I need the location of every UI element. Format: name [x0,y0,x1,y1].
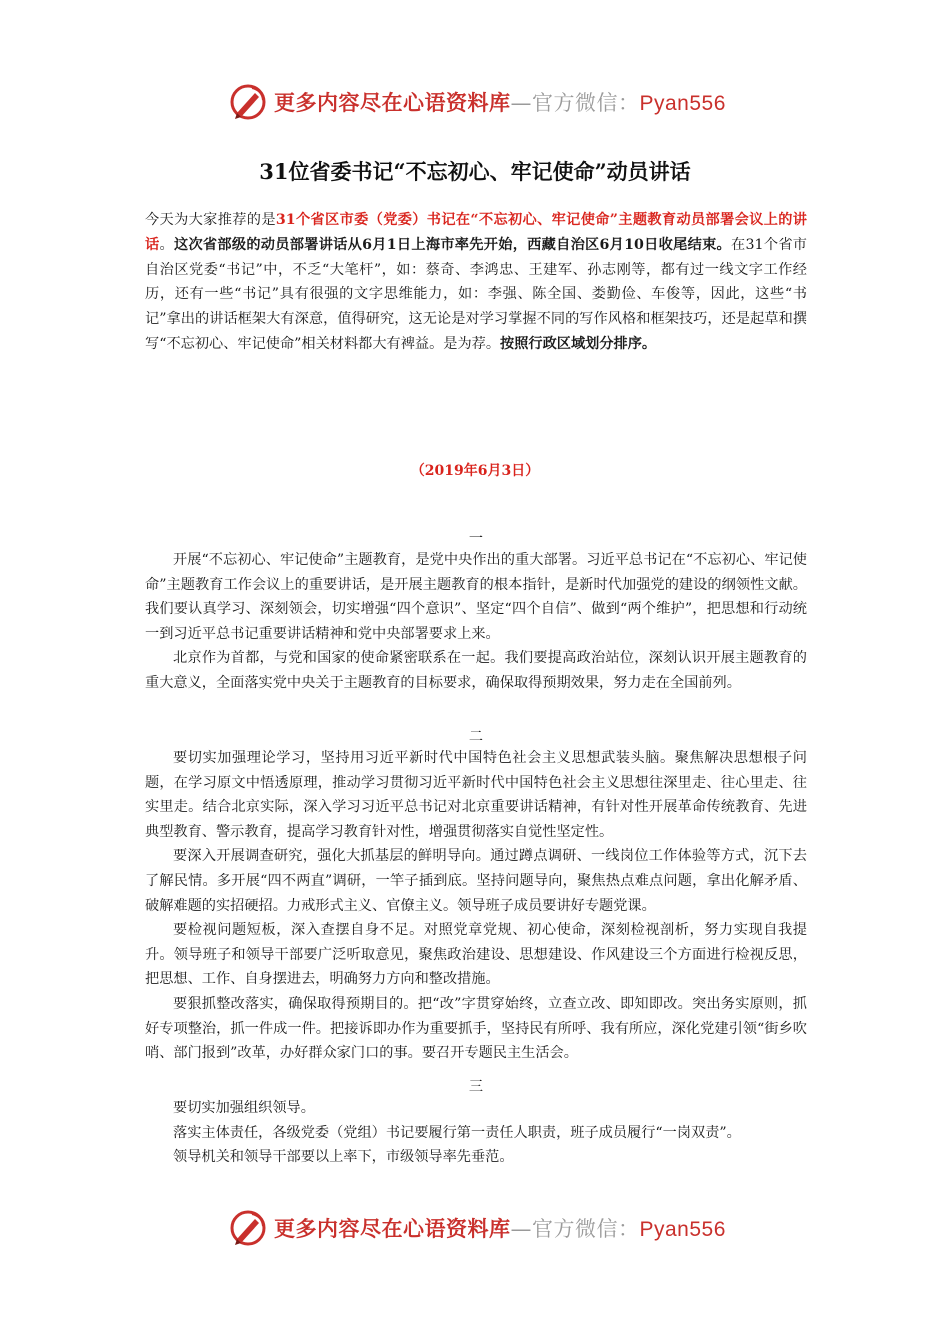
banner-text [274,87,726,117]
intro-text-2: 。 [159,236,174,253]
section-heading: 二 [468,729,484,745]
intro-bold-1: 这次省部级的动员部署讲话从6月1日上海市率先开始，西藏自治区6月10日收尾结束。 [173,236,732,253]
section-heading: 一 [468,531,484,547]
section-paragraph: 领导机关和领导干部要以上率下，市级领导率先垂范。 [173,1149,514,1166]
banner-wechat-id: Pyan556 [639,1218,726,1241]
section-three [145,1078,807,1170]
header-banner [228,80,748,124]
section-paragraph: 落实主体责任，各级党委（党组）书记要履行第一责任人职责，班子成员履行“一岗双责”。 [173,1124,741,1141]
section-paragraph: 要切实加强组织领导。 [173,1100,315,1116]
intro-bold-2: 按照行政区域划分排序。 [500,335,657,352]
banner-dash: — [510,91,532,115]
section-paragraph: 要狠抓整改落实，确保取得预期目的。把“改”字贯穿始终，立查立改、即知即改。突出务实原则，抓好专项整治，抓一件成一件。把接诉即办作为重要抓手，坚持民有所呼、我有所应，深化党建引领“街乡吹哨、部门报到”改革，办好群众家门口的事。要召开专题民主生活会。 [145,995,807,1062]
pen-logo-icon [228,1208,268,1248]
banner-text [274,1213,726,1243]
banner-wechat-label: 官方微信： [532,91,640,115]
section-paragraph: 要切实加强理论学习，坚持用习近平新时代中国特色社会主义思想武装头脑。聚焦解决思想根子问题，在学习原文中悟透原理，推动学习贯彻习近平新时代中国特色社会主义思想往深里走、往心里走、往实里走。结合北京实际，深入学习习近平总书记对北京重要讲话精神，有针对性开展革命传统教育、先进典型教育、警示教育，提高学习教育针对性，增强贯彻落实自觉性坚定性。 [145,750,807,840]
banner-wechat-label: 官方微信： [532,1217,640,1241]
banner-wechat-id: Pyan556 [639,92,726,115]
section-one [145,530,807,696]
section-paragraph: 要深入开展调查研究，强化大抓基层的鲜明导向。通过蹲点调研、一线岗位工作体验等方式，沉下去了解民情。多开展“四不两直”调研，一竿子插到底。坚持问题导向，聚焦热点难点问题，拿出化解矛盾、破解难题的实招硬招。力戒形式主义、官僚主义。领导班子成员要讲好专题党课。 [145,848,807,914]
section-paragraph: 要检视问题短板，深入查摆自身不足。对照党章党规、初心使命，深刻检视剖析，努力实现自我提升。领导班子和领导干部要广泛听取意见，聚焦政治建设、思想建设、作风建设三个方面进行检视反思，把思想、工作、自身摆进去，明确努力方向和整改措施。 [145,922,807,988]
section-heading: 三 [468,1079,484,1095]
intro-text-3: 在31个省市自治区党委“书记”中，不乏“大笔杆”，如：蔡奇、李鸿忠、王建军、孙志刚等，都有过一线文字工作经历，还有一些“书记”具有很强的文字思维能力，如：李强、陈全国、娄勤俭、车俊等，因此，这些“书记”拿出的讲话框架大有深意，值得研究，这无论是对学习掌握不同的写作风格和框架技巧，还是起草和撰写“不忘初心、牢记使命”相关材料都大有裨益。是为荐。 [145,236,807,352]
pen-logo-icon [228,82,268,122]
section-paragraph: 北京作为首都，与党和国家的使命紧密联系在一起。我们要提高政治站位，深刻认识开展主题教育的重大意义，全面落实党中央关于主题教育的目标要求，确保取得预期效果，努力走在全国前列。 [145,650,807,691]
intro-text-1: 今天为大家推荐的是 [145,212,276,228]
banner-library-text: 更多内容尽在心语资料库 [274,1217,511,1241]
intro-paragraph [145,208,807,357]
section-paragraph: 开展“不忘初心、牢记使命”主题教育，是党中央作出的重大部署。习近平总书记在“不忘初心、牢记使命”主题教育工作会议上的重要讲话，是开展主题教育的根本指针，是新时代加强党的建设的纲领性文献。我们要认真学习、深刻领会，切实增强“四个意识”、坚定“四个自信”、做到“两个维护”，把思想和行动统一到习近平总书记重要讲话精神和党中央部署要求上来。 [145,552,807,642]
banner-library-text: 更多内容尽在心语资料库 [274,91,511,115]
intro-highlight: 31个省区市委（党委）书记在“不忘初心、牢记使命”主题教育动员部署会议上的讲话 [145,212,807,253]
page-title: 31位省委书记“不忘初心、牢记使命”动员讲话 [259,159,691,184]
footer-banner [228,1206,748,1250]
section-two [145,728,807,1066]
speech-date: （2019年6月3日） [410,463,540,479]
banner-dash: — [510,1217,532,1241]
